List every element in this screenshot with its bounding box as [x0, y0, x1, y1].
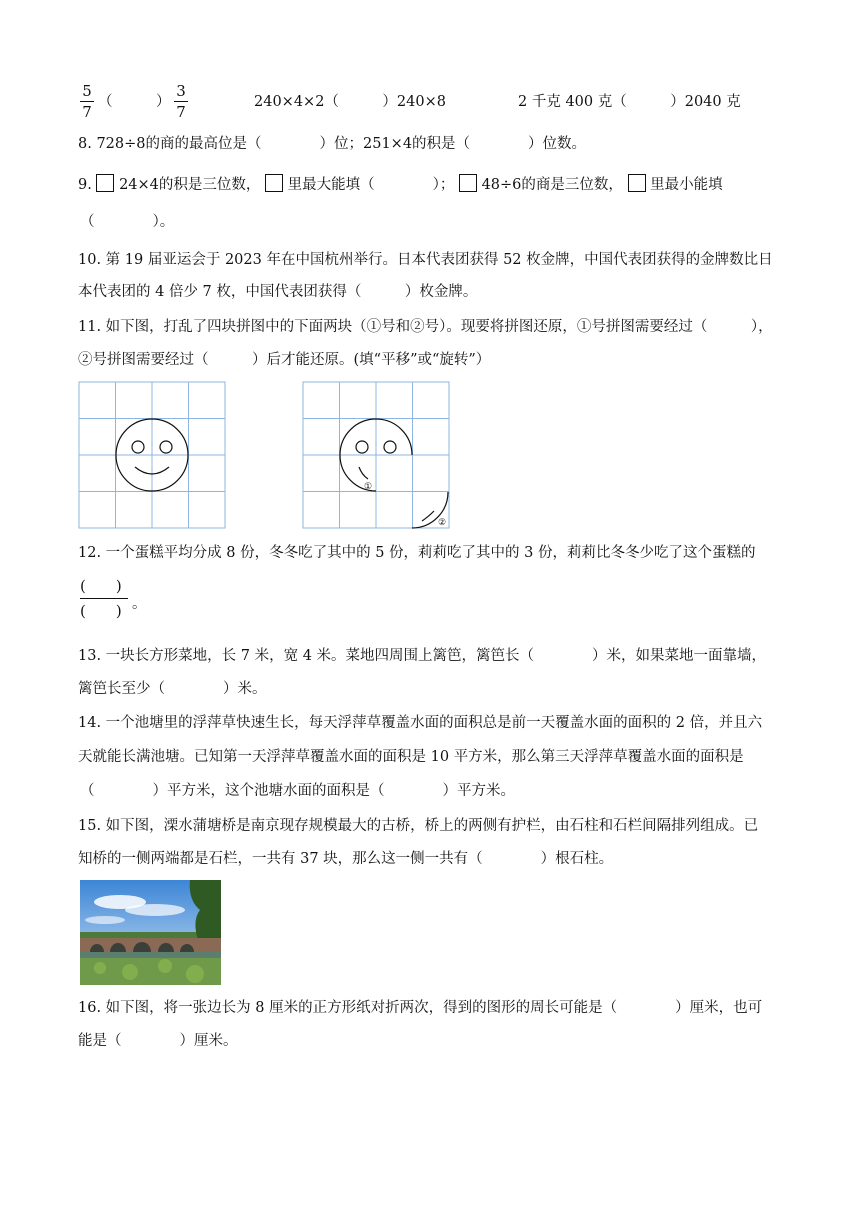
question-14-line-3[interactable]: （ ）平方米，这个池塘水面的面积是（ ）平方米。 — [80, 783, 515, 799]
comparison-expression-2[interactable]: 240×4×2（ ）240×8 — [254, 94, 446, 110]
comparison-expression-3[interactable]: 2 千克 400 克（ ）2040 克 — [518, 94, 741, 110]
question-16-line-1[interactable]: 16. 如下图，将一张边长为 8 厘米的正方形纸对折两次，得到的图形的周长可能是（ ）厘米，也可 — [78, 1000, 763, 1016]
period: 。 — [132, 596, 147, 612]
piece-1-label: ① — [364, 482, 373, 492]
question-14-line-1: 14. 一个池塘里的浮萍草快速生长，每天浮萍草覆盖水面的面积总是前一天覆盖水面的面积的 2 倍，并且六 — [78, 715, 763, 731]
question-11-line-1[interactable]: 11. 如下图，打乱了四块拼图中的下面两块（①号和②号）。现要将拼图还原，①号拼图需要经过（ ）， — [78, 319, 773, 335]
fraction-five-sevenths — [80, 82, 94, 121]
question-9-part-c: 48÷6的商是三位数， — [481, 177, 623, 193]
comparison-blank[interactable]: （ ） — [98, 94, 171, 110]
fraction-denominator: 7 — [82, 103, 92, 121]
question-number: 9. — [78, 177, 92, 193]
question-13-line-2[interactable]: 篱笆长至少（ ）米。 — [78, 681, 267, 697]
question-9-part-b: 里最大能填（ ）； — [287, 177, 455, 193]
question-9[interactable] — [78, 174, 723, 195]
answer-box[interactable] — [628, 174, 646, 192]
fraction-denominator-blank[interactable]: ( ) — [80, 602, 122, 620]
question-15-line-1: 15. 如下图，溧水蒲塘桥是南京现存规模最大的古桥，桥上的两侧有护栏，由石柱和石栏间隔排列组成。已 — [78, 818, 759, 834]
fraction-numerator: 3 — [176, 82, 186, 100]
question-11-line-2[interactable]: ②号拼图需要经过（ ）后才能还原。(填“平移”或“旋转”） — [78, 352, 491, 368]
question-15-line-2[interactable]: 知桥的一侧两端都是石栏，一共有 37 块，那么这一侧一共有（ ）根石柱。 — [78, 851, 614, 867]
question-10-line-1: 10. 第 19 届亚运会于 2023 年在中国杭州举行。日本代表团获得 52 枚金牌，中国代表团获得的金牌数比日 — [78, 252, 773, 268]
question-13-line-1[interactable]: 13. 一块长方形菜地，长 7 米，宽 4 米。菜地四周围上篱笆，篱笆长（ ）米，如果菜地一面靠墙， — [78, 648, 767, 664]
fraction-denominator: 7 — [176, 103, 186, 121]
question-16-line-2[interactable]: 能是（ ）厘米。 — [78, 1033, 238, 1049]
piece-2-label: ② — [438, 518, 447, 528]
question-9-part-d: 里最小能填 — [650, 177, 723, 193]
bridge-photo — [80, 880, 221, 985]
answer-box[interactable] — [265, 174, 283, 192]
fraction-three-sevenths — [174, 82, 188, 121]
answer-fraction-blank[interactable] — [80, 575, 128, 622]
question-14-line-2: 天就能长满池塘。已知第一天浮萍草覆盖水面的面积是 10 平方米，那么第三天浮萍草覆盖水面的面积是 — [78, 749, 744, 765]
question-10-line-2[interactable]: 本代表团的 4 倍少 7 枚，中国代表团获得（ ）枚金牌。 — [78, 284, 478, 300]
question-12-line-1: 12. 一个蛋糕平均分成 8 份，冬冬吃了其中的 5 份，莉莉吃了其中的 3 份，莉莉比冬冬少吃了这个蛋糕的 — [78, 545, 756, 561]
question-8[interactable]: 8. 728÷8的商的最高位是（ ）位；251×4的积是（ ）位数。 — [78, 136, 587, 152]
answer-box[interactable] — [459, 174, 477, 192]
answer-box[interactable] — [96, 174, 114, 192]
question-9-blank[interactable]: （ ）。 — [80, 214, 175, 230]
question-9-part-a: 24×4的积是三位数， — [119, 177, 261, 193]
puzzle-scrambled-grid — [302, 381, 452, 531]
fraction-numerator-blank[interactable]: ( ) — [80, 577, 122, 595]
puzzle-complete-grid — [78, 381, 228, 531]
fraction-numerator: 5 — [82, 82, 92, 100]
